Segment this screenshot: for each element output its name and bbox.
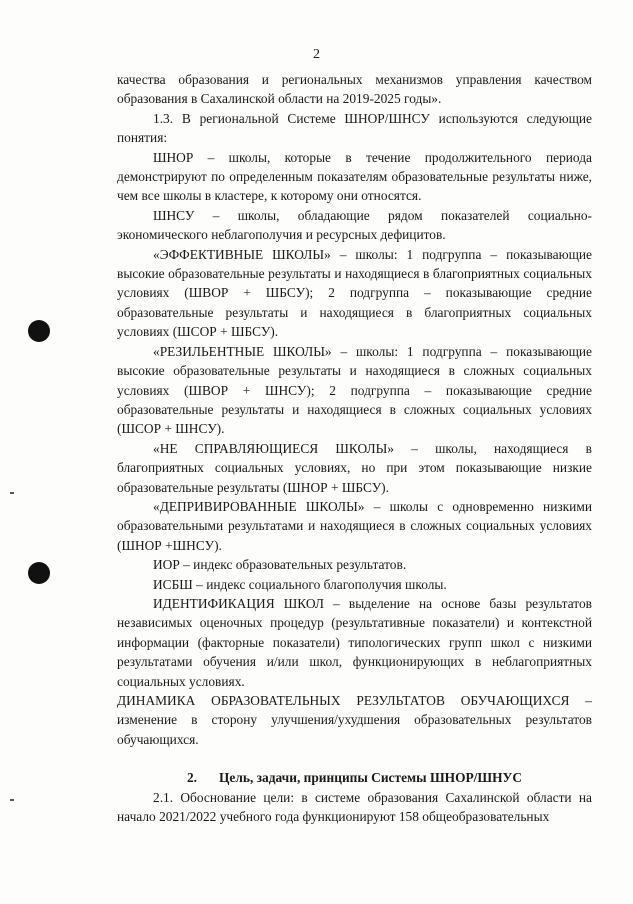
section-heading [117,768,592,787]
definition-deprived-schools: «ДЕПРИВИРОВАННЫЕ ШКОЛЫ» – школы с одновременно низкими образовательными результатами и находящиеся в сложных социальных условиях (ШНОР +ШНСУ). [117,498,592,553]
section-number: 2. [186,770,198,786]
definition-dynamics: ДИНАМИКА ОБРАЗОВАТЕЛЬНЫХ РЕЗУЛЬТАТОВ ОБУЧАЮЩИХСЯ – изменение в сторону улучшения/ухудшения образовательных результатов обучающихся. [117,693,592,747]
definition-failing-schools: «НЕ СПРАВЛЯЮЩИЕСЯ ШКОЛЫ» – школы, находящиеся в благоприятных социальных условиях, но при этом показывающие низкие образовательные результаты (ШНОР + ШБСУ). [117,440,592,495]
definition-resilient-schools: «РЕЗИЛЬЕНТНЫЕ ШКОЛЫ» – школы: 1 подгруппа – показывающие высокие образовательные результаты и находящиеся в сложных социальных условиях (ШВОР + ШНСУ); 2 подгруппа – показывающие средние образовательные результаты и находящиеся в сложных социальных условиях (ШСОР + ШНСУ). [117,343,592,437]
hole-punch-mark [28,320,50,342]
document-body [117,70,592,826]
definition-identification: ИДЕНТИФИКАЦИЯ ШКОЛ – выделение на основе базы результатов независимых оценочных процедур (результативные показатели) и контекстной информации (факторные показатели) типологических групп школ с низкими результатами обучения и/или школ, функционирующих в неблагоприятных социальных условиях. [117,595,592,689]
definition-ior: ИОР – индекс образовательных результатов. [153,557,407,573]
definition-shnor: ШНОР – школы, которые в течение продолжительного периода демонстрируют по определенным показателям образовательные результаты ниже, чем все школы в кластере, к которому они относятся. [117,149,592,204]
definition-shnsu: ШНСУ – школы, обладающие рядом показателей социально-экономического неблагополучия и ресурсных дефицитов. [117,207,592,243]
paragraph-definitions-intro: 1.3. В региональной Системе ШНОР/ШНСУ используются следующие понятия: [117,110,592,146]
paragraph-continuation: качества образования и региональных механизмов управления качеством образования в Сахалинской области на 2019-2025 годы». [117,72,592,107]
section-title: Цель, задачи, принципы Системы ШНОР/ШНУС [219,770,523,786]
page-number: 2 [313,47,320,62]
scan-artifact [10,492,14,494]
hole-punch-mark [28,562,50,584]
paragraph-goal-rationale: 2.1. Обоснование цели: в системе образования Сахалинской области на начало 2021/2022 учебного года функционируют 158 общеобразовательных [117,789,592,825]
definition-isbsh: ИСБШ – индекс социального благополучия школы. [153,576,447,592]
definition-effective-schools: «ЭФФЕКТИВНЫЕ ШКОЛЫ» – школы: 1 подгруппа – показывающие высокие образовательные результаты и находящиеся в благоприятных социальных условиях (ШВОР + ШБСУ); 2 подгруппа – показывающие средние образовательные результаты и находящиеся в благоприятных социальных условиях (ШСОР + ШБСУ). [117,246,592,340]
scan-artifact [10,799,14,801]
